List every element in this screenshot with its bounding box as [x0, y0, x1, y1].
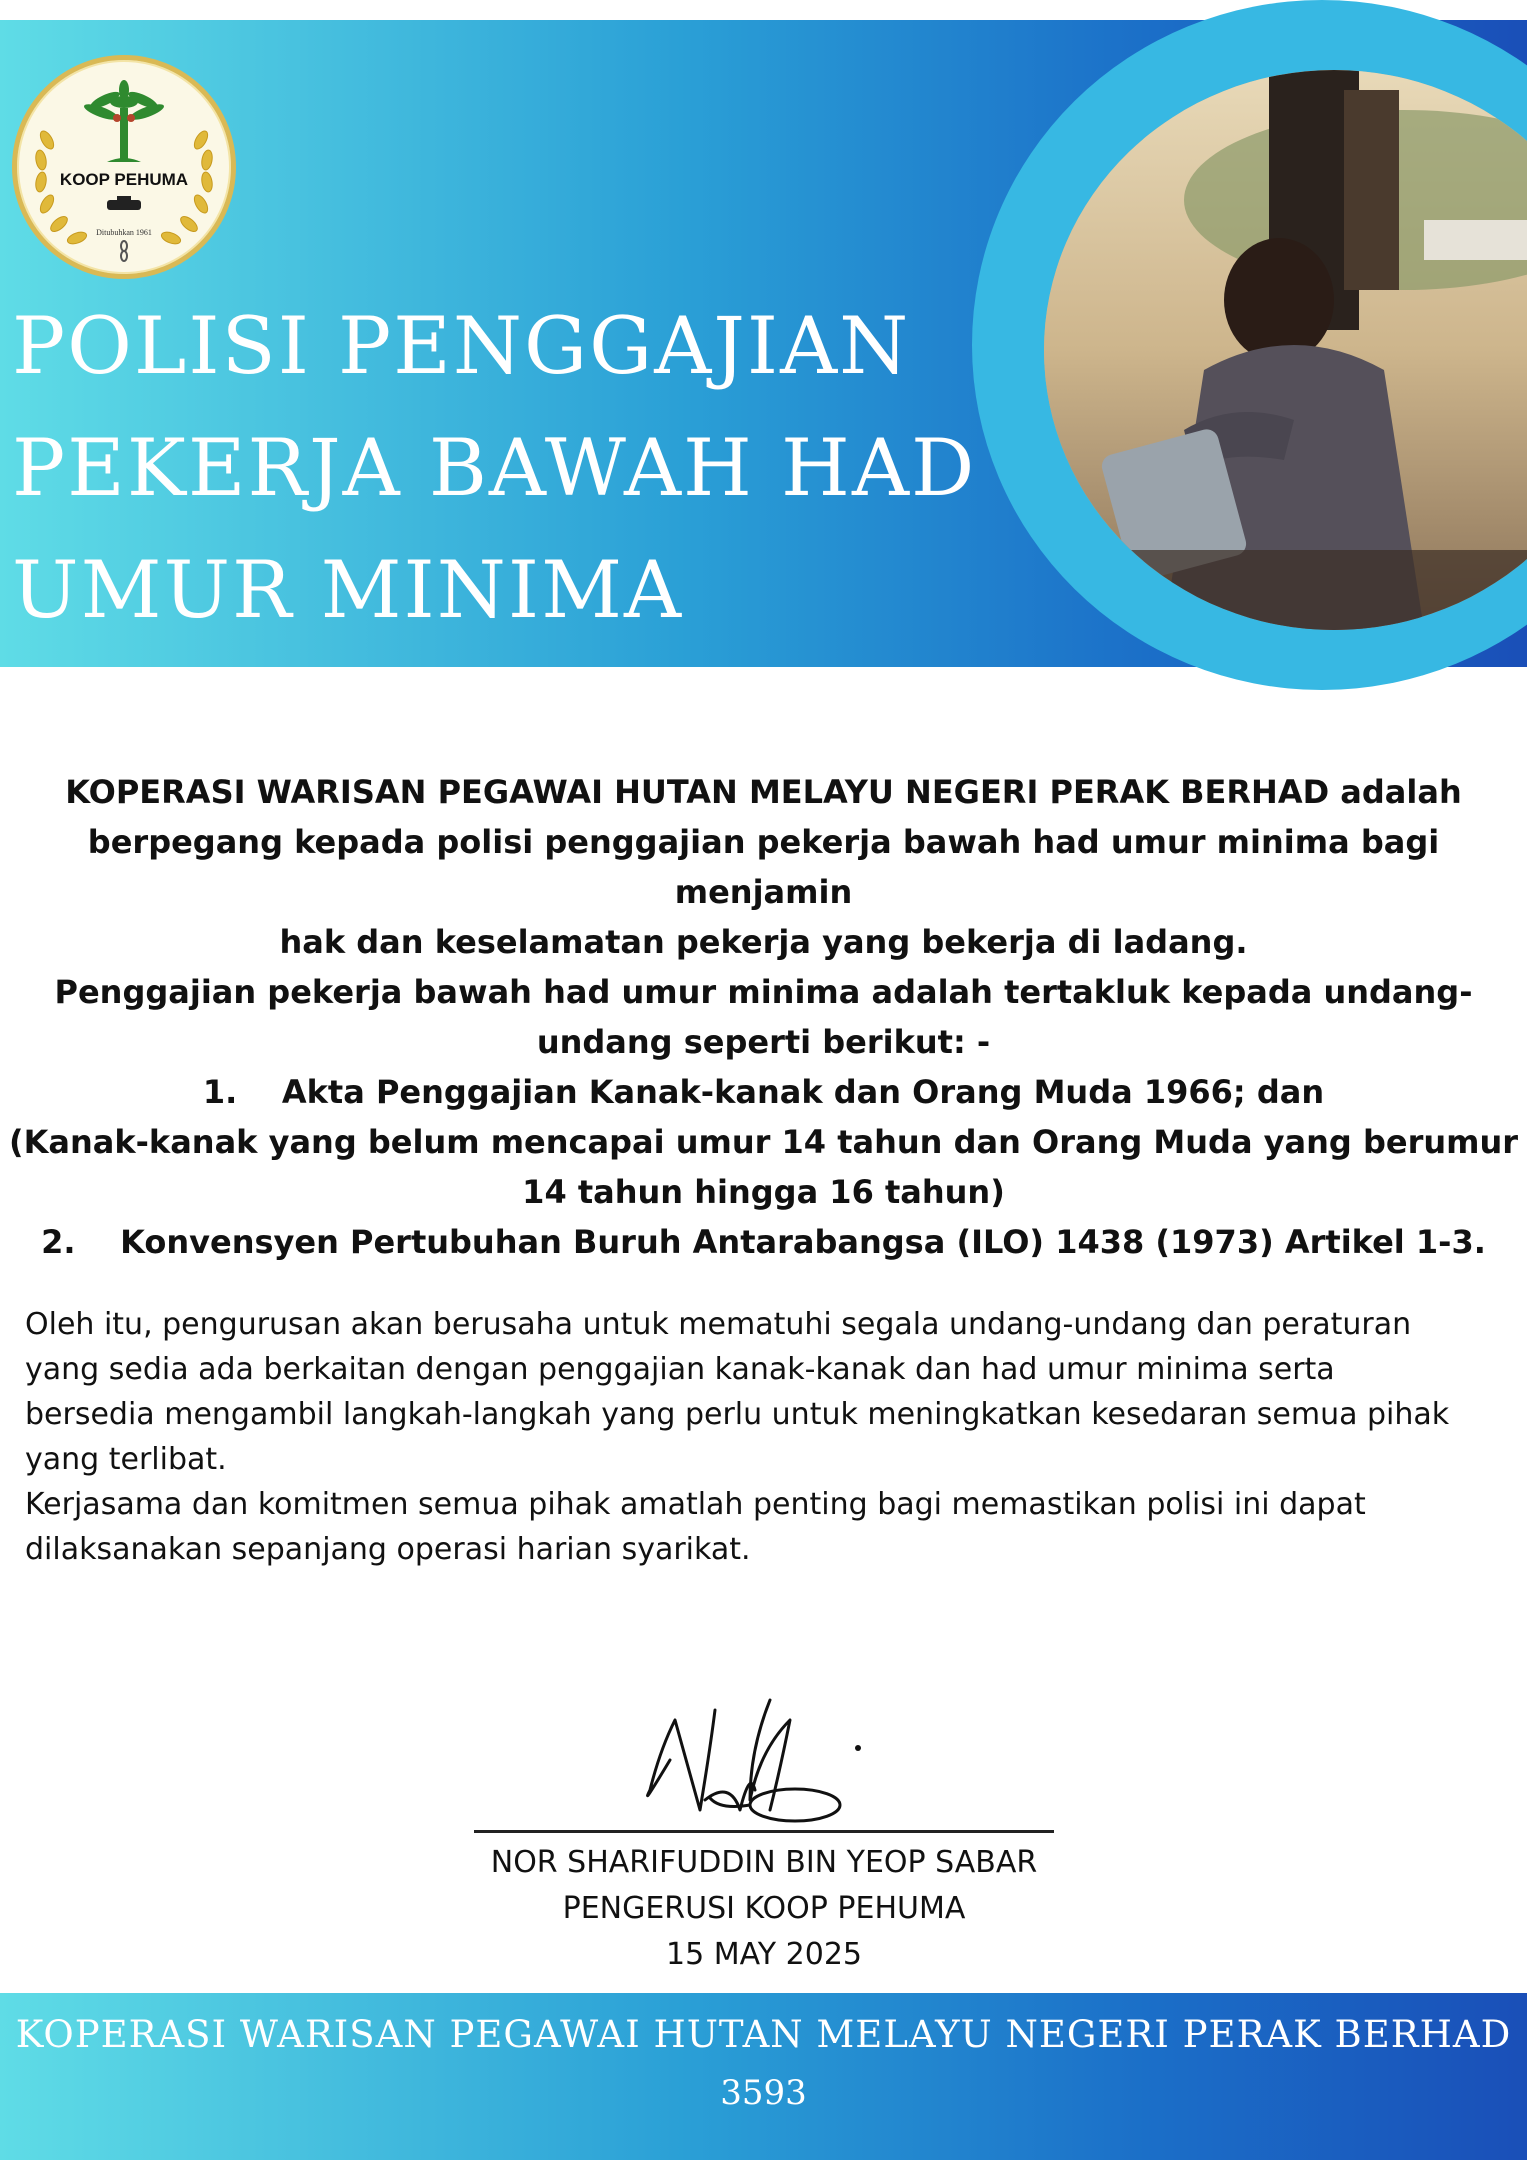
body-line: yang terlibat. — [25, 1442, 227, 1477]
footer-reg-no: 3593 — [720, 2073, 807, 2113]
logo-established-text: Ditubuhkan 1961 — [96, 228, 152, 237]
signatory-name: NOR SHARIFUDDIN BIN YEOP SABAR — [490, 1845, 1038, 1880]
intro-line-4: Penggajian pekerja bawah had umur minima adalah tertakluk kepada undang- — [54, 973, 1473, 1011]
intro-line-2: berpegang kepada polisi penggajian pekerja bawah had umur minima bagi menjamin — [87, 823, 1440, 911]
policy-statement — [0, 767, 1527, 1267]
intro-line-3: hak dan keselamatan pekerja yang bekerja di ladang. — [279, 923, 1248, 961]
title-line-2: PEKERJA BAWAH HAD — [12, 422, 977, 514]
law-item-1-note-a: (Kanak-kanak yang belum mencapai umur 14 tahun dan Orang Muda yang berumur — [8, 1123, 1519, 1161]
signatory-position: PENGERUSI KOOP PEHUMA — [562, 1891, 966, 1926]
koop-pehuma-logo — [12, 55, 236, 279]
logo-text: KOOP PEHUMA — [59, 170, 189, 189]
page-title — [12, 285, 977, 651]
law-item-2: 2. Konvensyen Pertubuhan Buruh Antarabangsa (ILO) 1438 (1973) Artikel 1-3. — [41, 1223, 1486, 1261]
body-line: Oleh itu, pengurusan akan berusaha untuk mematuhi segala undang-undang dan peraturan — [25, 1307, 1412, 1342]
footer-org-name: KOPERASI WARISAN PEGAWAI HUTAN MELAYU NEGERI PERAK BERHAD — [15, 2013, 1512, 2056]
policy-body — [25, 1302, 1505, 1572]
footer-banner — [0, 1993, 1527, 2160]
law-item-1-note-b: 14 tahun hingga 16 tahun) — [522, 1173, 1005, 1211]
signature-line — [474, 1830, 1054, 1833]
body-line: bersedia mengambil langkah-langkah yang perlu untuk meningkatkan kesedaran semua pihak — [25, 1397, 1450, 1432]
body-line: yang sedia ada berkaitan dengan penggajian kanak-kanak dan had umur minima serta — [25, 1352, 1335, 1387]
signature-date: 15 MAY 2025 — [666, 1937, 862, 1972]
body-line: Kerjasama dan komitmen semua pihak amatlah penting bagi memastikan polisi ini dapat — [25, 1487, 1366, 1522]
palm-tree-emblem-icon — [17, 60, 231, 274]
title-line-1: POLISI PENGGAJIAN — [12, 300, 911, 392]
intro-line-1: KOPERASI WARISAN PEGAWAI HUTAN MELAYU NEGERI PERAK BERHAD adalah — [65, 773, 1462, 811]
intro-line-5: undang seperti berikut: - — [536, 1023, 991, 1061]
handwritten-signature — [630, 1690, 890, 1840]
law-item-1: 1. Akta Penggajian Kanak-kanak dan Orang Muda 1966; dan — [202, 1073, 1325, 1111]
title-line-3: UMUR MINIMA — [12, 544, 684, 636]
body-line: dilaksanakan sepanjang operasi harian syarikat. — [25, 1532, 751, 1567]
